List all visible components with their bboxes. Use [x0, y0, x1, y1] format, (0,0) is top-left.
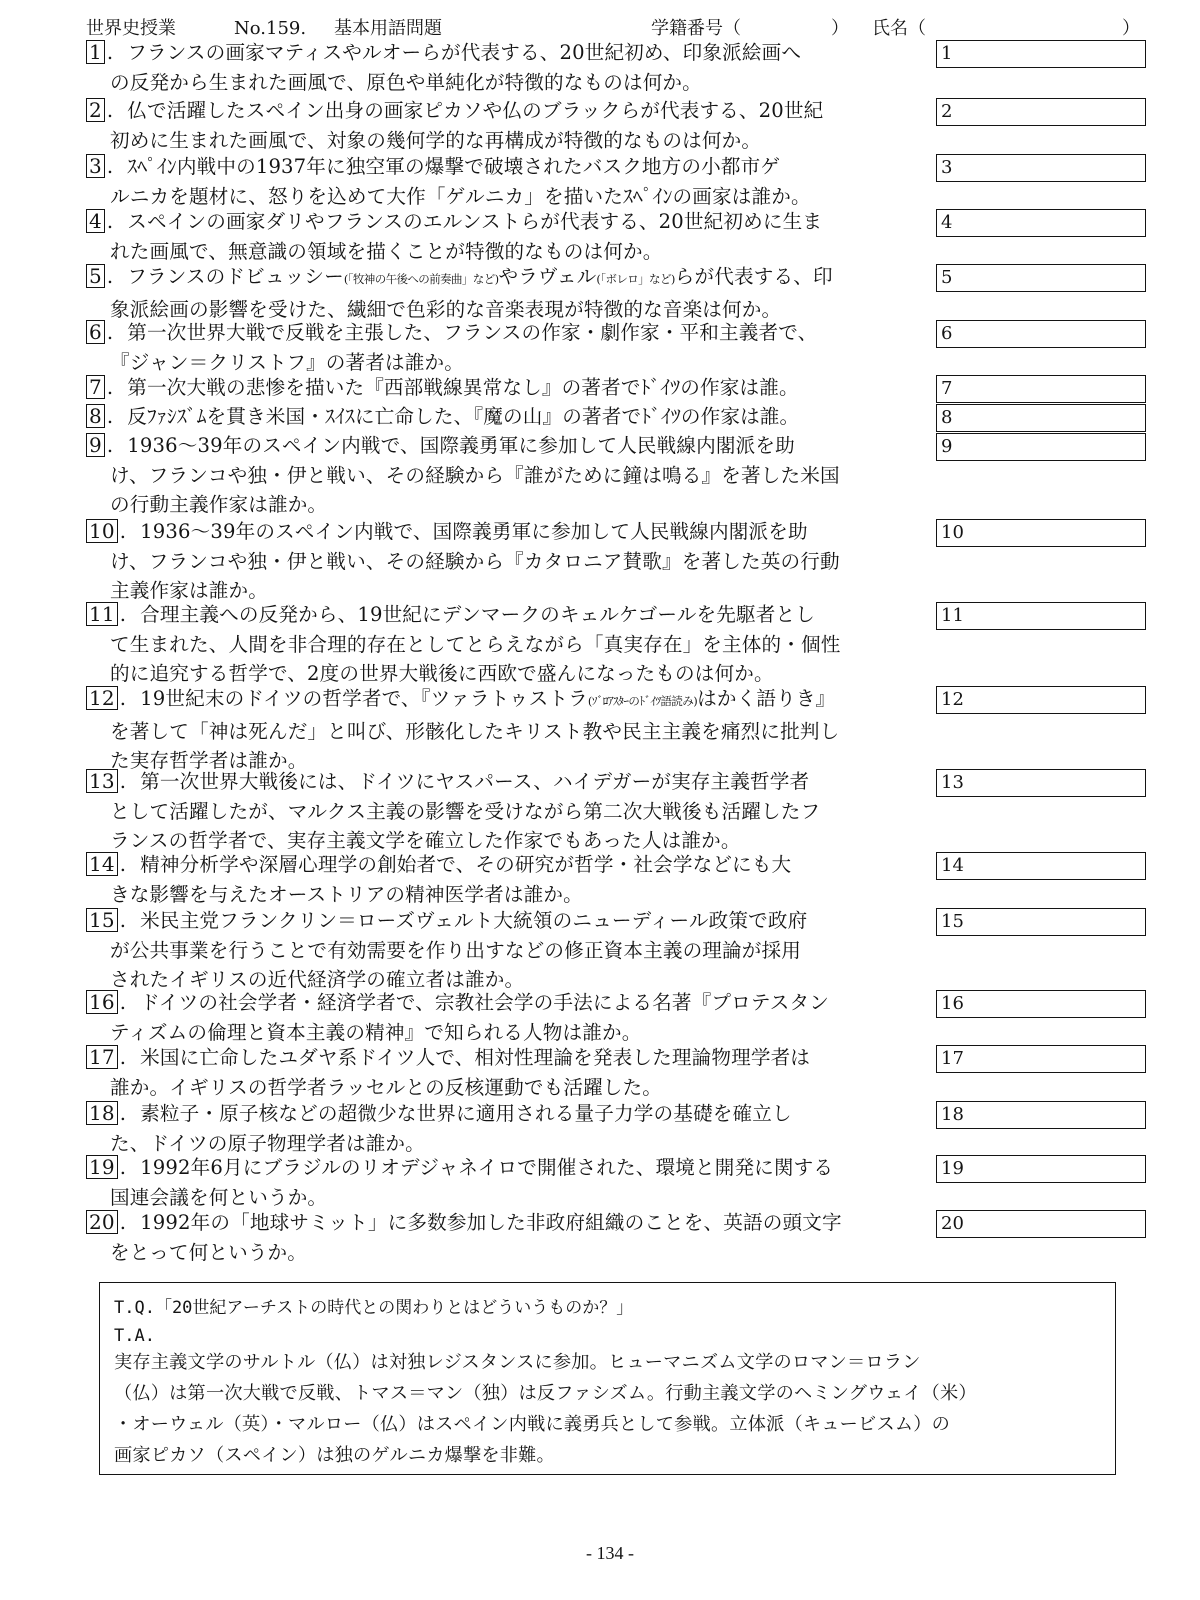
question-text-line: ｽﾍﾟｲﾝ内戦中の1937年に独空軍の爆撃で破壊されたバスク地方の小都市ゲ — [127, 155, 781, 178]
question-text-line: た、ドイツの原子物理学者は誰か。 — [110, 1131, 425, 1155]
answer-box-label: 12 — [941, 689, 964, 710]
answer-box-12[interactable] — [936, 686, 1146, 714]
question-number: 4 — [86, 209, 105, 233]
inline-note: (ｿﾞﾛｱｽﾀｰのﾄﾞｲﾂ語読み) — [587, 694, 698, 708]
question-text-line: 第一次大戦の悲惨を描いた『西部戦線異常なし』の著者でﾄﾞｲﾂの作家は誰。 — [127, 376, 799, 399]
question-number: 17 — [86, 1045, 118, 1069]
question-text-line: て生まれた、人間を非合理的存在としてとらえながら「真実存在」を主体的・個性 — [110, 632, 841, 656]
page-number: - 134 - — [586, 1543, 634, 1563]
answer-box-label: 6 — [941, 323, 953, 344]
answer-box-18[interactable] — [936, 1101, 1146, 1129]
question-number: 3 — [86, 154, 105, 178]
question-number: 14 — [86, 852, 118, 876]
question-text-line: れた画風で、無意識の領域を描くことが特徴的なものは何か。 — [110, 239, 663, 263]
student-id-field[interactable]: 学籍番号（ ） — [651, 16, 849, 42]
answer-box-label: 5 — [941, 267, 953, 288]
question-number: 2 — [86, 98, 105, 122]
answer-box-19[interactable] — [936, 1155, 1146, 1183]
answer-box-6[interactable] — [936, 320, 1146, 348]
answer-box-label: 19 — [941, 1158, 964, 1179]
question-text-line: け、フランコや独・伊と戦い、その経験から『カタロニア賛歌』を著した英の行動 — [110, 549, 840, 573]
answer-box-label: 15 — [941, 911, 964, 932]
question-text-line: をとって何というか。 — [110, 1240, 308, 1264]
thinking-answer — [114, 1347, 1104, 1471]
question-number: 20 — [86, 1210, 118, 1234]
worksheet-number: No.159. — [234, 18, 307, 39]
question-text-line: きな影響を与えたオーストリアの精神医学者は誰か。 — [110, 882, 583, 906]
answer-box-label: 7 — [941, 378, 953, 399]
question-text-line: フランスのドビュッシー — [127, 265, 344, 288]
question-text-line: た実存哲学者は誰か。 — [110, 749, 308, 772]
question-text-line: スペインの画家ダリやフランスのエルンストらが代表する、20世紀初めに生ま — [127, 210, 823, 233]
question-text-line: の反発から生まれた画風で、原色や単純化が特徴的なものは何か。 — [110, 70, 702, 94]
question-number: 7 — [86, 375, 105, 399]
answer-box-label: 14 — [941, 855, 964, 876]
question-text-line: はかく語りき』 — [697, 687, 836, 710]
question-text-line: 合理主義への反発から、19世紀にデンマークのキェルケゴールを先駆者とし — [140, 603, 815, 626]
question-text-line: として活躍したが、マルクス主義の影響を受けながら第二次大戦後も活躍したフ — [110, 799, 821, 823]
question-text-line: 素粒子・原子核などの超微少な世界に適用される量子力学の基礎を確立し — [140, 1102, 792, 1125]
course-title: 世界史授業 — [86, 18, 176, 39]
question-number: 15 — [86, 908, 118, 932]
thinking-answer-line: 画家ピカソ（スペイン）は独のゲルニカ爆撃を非難。 — [114, 1445, 555, 1466]
student-name-field[interactable]: 氏名（ ） — [872, 18, 1140, 39]
question-text-line: ルニカを題材に、怒りを込めて大作「ゲルニカ」を描いたｽﾍﾟｲﾝの画家は誰か。 — [110, 184, 811, 208]
student-id-label: 学籍番号 — [651, 18, 723, 39]
question-number: 5 — [86, 264, 105, 288]
answer-box-20[interactable] — [936, 1210, 1146, 1238]
question-text-line: やラヴェル — [498, 265, 597, 288]
question-number: 16 — [86, 990, 118, 1014]
answer-box-8[interactable] — [936, 404, 1146, 432]
answer-box-1[interactable] — [936, 40, 1146, 68]
question-number: 11 — [86, 602, 118, 626]
question-text-line: 1992年6月にブラジルのリオデジャネイロで開催された、環境と開発に関する — [140, 1156, 834, 1179]
question-number: 12 — [86, 686, 118, 710]
question-number: 6 — [86, 320, 105, 344]
student-name-label: 氏名 — [872, 18, 908, 39]
question-text-line: 1936～39年のスペイン内戦で、国際義勇軍に参加して人民戦線内閣派を助 — [140, 520, 808, 543]
question-text-line: 象派絵画の影響を受けた、繊細で色彩的な音楽表現が特徴的な音楽は何か。 — [110, 297, 782, 321]
question-text-line: 米国に亡命したユダヤ系ドイツ人で、相対性理論を発表した理論物理学者は — [140, 1046, 811, 1069]
question-text-line: 反ﾌｧｼｽﾞﾑを貫き米国・ｽｲｽに亡命した、『魔の山』の著者でﾄﾞｲﾂの作家は誰。 — [127, 405, 800, 428]
answer-box-label: 10 — [941, 522, 964, 543]
answer-box-17[interactable] — [936, 1045, 1146, 1073]
question-text-line: け、フランコや独・伊と戦い、その経験から『誰がために鐘は鳴る』を著した米国 — [110, 463, 840, 487]
question-text-line: 初めに生まれた画風で、対象の幾何学的な再構成が特徴的なものは何か。 — [110, 128, 762, 152]
answer-box-label: 18 — [941, 1104, 964, 1125]
answer-box-3[interactable] — [936, 154, 1146, 182]
question-text-line: らが代表する、印 — [674, 265, 833, 288]
question-number: 9 — [86, 433, 105, 457]
answer-box-label: 4 — [941, 212, 953, 233]
thinking-answer-line: ・オーウェル（英）・マルロー（仏）はスペイン内戦に義勇兵として参戦。立体派（キュービスム）の — [114, 1414, 950, 1435]
question-text-line: ドイツの社会学者・経済学者で、宗教社会学の手法による名著『プロテスタン — [140, 991, 830, 1014]
thinking-answer-line: （仏）は第一次大戦で反戦、トマス＝マン（独）は反ファシズム。行動主義文学のヘミングウェイ（米） — [114, 1383, 977, 1404]
question-number: 10 — [86, 519, 118, 543]
question-text-line: フランスの画家マティスやルオーらが代表する、20世紀初め、印象派絵画へ — [127, 41, 802, 64]
answer-box-9[interactable] — [936, 433, 1146, 461]
answer-box-label: 9 — [941, 436, 953, 457]
question-text-line: 1936～39年のスペイン内戦で、国際義勇軍に参加して人民戦線内閣派を助 — [127, 434, 795, 457]
question-text-line: の行動主義作家は誰か。 — [110, 493, 328, 516]
answer-box-label: 2 — [941, 101, 953, 122]
answer-box-label: 3 — [941, 157, 953, 178]
answer-box-7[interactable] — [936, 375, 1146, 403]
question-text-line: 米民主党フランクリン＝ローズヴェルト大統領のニューディール政策で政府 — [140, 909, 808, 932]
question-number: 19 — [86, 1155, 118, 1179]
answer-box-2[interactable] — [936, 98, 1146, 126]
question-text-line: 第一次世界大戦で反戦を主張した、フランスの作家・劇作家・平和主義者で、 — [127, 321, 818, 344]
question-list: 1 . フランスの画家マティスやルオーらが代表する、20世紀初め、印象派絵画へ の反発から生まれた画風で、原色や単純化が特徴的なものは何か。 1 2 . 仏で活躍したスペイン出身の画家ピカソや仏のブラックらが代表する、20世紀 初めに生まれた画風で、対象の幾何学的な再構成が特徴的なものは何か。 2 3 . ｽﾍﾟｲﾝ内戦中の1937年に独空軍の爆撃で破壊されたバスク地方の小都市ゲ ルニカを題材に、怒りを込めて大作「ゲルニカ」を描いたｽﾍﾟｲﾝの画家は誰か。 3 4 . スペインの画家ダリやフランスのエルンストらが代表する、20世紀初めに生ま れた画風で、無意識の領域を描くことが特徴的なものは何か。 4 5 . フランスのドビュッシー(「牧神の午後への前奏曲」など)やラヴェル(「ボレロ」など)らが代表する、印 象派絵画の影響を受けた、繊細で色彩的な音楽表現が特徴的な音楽は何か。 5 6 . 第一次世界大戦で反戦を主張した、フランスの作家・劇作家・平和主義者で、 『ジャン＝クリストフ』の著者は誰か。 6 7 . 第一次大戦の悲惨を描いた『西部戦線異常なし』の著者でﾄﾞｲﾂの作家は誰。 7 8 . 反ﾌｧｼｽﾞﾑを貫き米国・ｽｲｽに亡命した、『魔の山』の著者でﾄﾞｲﾂの作家は誰。 8 9 . 1936～39年のスペイン内戦で、国際義勇軍に参加して人民戦線内閣派を助 け、フランコや独・伊と戦い、その経験から『誰がために鐘は鳴る』を著した米国 の行動主義作家は誰か。 9 10 . 1936～39年のスペイン内戦で、国際義勇軍に参加して人民戦線内閣派を助 け、フランコや独・伊と戦い、その経験から『カタロニア賛歌』を著した英の行動 主義作家は誰か。 10 11 . 合理主義への反発から、19世紀にデンマークのキェルケゴールを先駆者とし て生まれた、人間を非合理的存在としてとらえながら「真実存在」を主体的・個性 的に追究する哲学で、2度の世界大戦後に西欧で盛んになったものは何か。 11 12 . 19世紀末のドイツの哲学者で、『ツァラトゥストラ(ｿﾞﾛｱｽﾀｰのﾄﾞｲﾂ語読み)はかく語りき』 を著して「神は死んだ」と叫び、形骸化したキリスト教や民主主義を痛烈に批判し た実存哲学者は誰か。 12 13 . 第一次世界大戦後には、ドイツにヤスパース、ハイデガーが実存主義哲学者 として活躍したが、マルクス主義の影響を受けながら第二次大戦後も活躍したフ ランスの哲学者で、実存主義文学を確立した作家でもあった人は誰か。 13 14 . 精神分析学や深層心理学の創始者で、その研究が哲学・社会学などにも大 きな影響を与えたオーストリアの精神医学者は誰か。 14 15 . 米民主党フランクリン＝ローズヴェルト大統領のニューディール政策で政府 が公共事業を行うことで有効需要を作り出すなどの修正資本主義の理論が採用 されたイギリスの近代経済学の確立者は誰か。 15 16 . ドイツの社会学者・経済学者で、宗教社会学の手法による名著『プロテスタン ティズムの倫理と資本主義の精神』で知られる人物は誰か。 16 17 . 米国に亡命したユダヤ系ドイツ人で、相対性理論を発表した理論物理学者は 誰か。イギリスの哲学者ラッセルとの反核運動でも活躍した。 17 18 . 素粒子・原子核などの超微少な世界に適用される量子力学の基礎を確立し た、ドイツの原子物理学者は誰か。 18 19 . 1992年6月にブラジルのリオデジャネイロで開催された、環境と開発に関する 国連会議を何というか。 19 20 . 1992年の「地球サミット」に多数参加した非政府組織のことを、英語の頭文字 をとって何というか。 20 — [0, 0, 1200, 1300]
answer-box-label: 11 — [941, 605, 964, 626]
question-text-line: ティズムの倫理と資本主義の精神』で知られる人物は誰か。 — [110, 1020, 642, 1044]
question-text-line: 『ジャン＝クリストフ』の著者は誰か。 — [110, 350, 465, 374]
question-text-line: されたイギリスの近代経済学の確立者は誰か。 — [110, 968, 525, 991]
thinking-question: T.Q.「20世紀アーチストの時代との関わりとはどういうものか？」 — [114, 1298, 634, 1318]
question-text-line: 仏で活躍したスペイン出身の画家ピカソや仏のブラックらが代表する、20世紀 — [127, 99, 824, 122]
question-text-line: ランスの哲学者で、実存主義文学を確立した作家でもあった人は誰か。 — [110, 829, 741, 852]
answer-box-13[interactable] — [936, 769, 1146, 797]
answer-box-5[interactable] — [936, 264, 1146, 292]
question-number: 8 — [86, 404, 105, 428]
answer-box-label: 20 — [941, 1213, 964, 1234]
answer-box-label: 8 — [941, 407, 953, 428]
thinking-question-box — [99, 1282, 1116, 1475]
answer-box-16[interactable] — [936, 990, 1146, 1018]
question-number: 1 — [86, 40, 105, 64]
question-text-line: 誰か。イギリスの哲学者ラッセルとの反核運動でも活躍した。 — [110, 1075, 663, 1099]
answer-box-11[interactable] — [936, 602, 1146, 630]
thinking-answer-label: T.A. — [114, 1326, 155, 1346]
question-text-line: 国連会議を何というか。 — [110, 1185, 328, 1209]
question-text-line: 精神分析学や深層心理学の創始者で、その研究が哲学・社会学などにも大 — [140, 853, 792, 876]
question-text-line: 第一次世界大戦後には、ドイツにヤスパース、ハイデガーが実存主義哲学者 — [140, 770, 810, 793]
inline-note: (「牧神の午後への前奏曲」など) — [343, 272, 499, 286]
answer-box-4[interactable] — [936, 209, 1146, 237]
question-number: 13 — [86, 769, 118, 793]
question-text-line: 的に追究する哲学で、2度の世界大戦後に西欧で盛んになったものは何か。 — [110, 662, 774, 685]
answer-box-label: 1 — [941, 43, 953, 64]
question-text-line: 主義作家は誰か。 — [110, 579, 268, 602]
answer-box-label: 17 — [941, 1048, 964, 1069]
question-text-line: が公共事業を行うことで有効需要を作り出すなどの修正資本主義の理論が採用 — [110, 938, 802, 962]
question-number: 18 — [86, 1101, 118, 1125]
answer-box-14[interactable] — [936, 852, 1146, 880]
inline-note: (「ボレロ」など) — [596, 272, 675, 286]
question-text-line: を著して「神は死んだ」と叫び、形骸化したキリスト教や民主主義を痛烈に批判し — [110, 719, 840, 743]
question-text-line: 19世紀末のドイツの哲学者で、『ツァラトゥストラ — [140, 687, 588, 710]
question-text-line: 1992年の「地球サミット」に多数参加した非政府組織のことを、英語の頭文字 — [140, 1211, 842, 1234]
worksheet-topic: 基本用語問題 — [334, 18, 442, 39]
answer-box-label: 16 — [941, 993, 964, 1014]
answer-box-15[interactable] — [936, 908, 1146, 936]
answer-box-10[interactable] — [936, 519, 1146, 547]
thinking-answer-line: 実存主義文学のサルトル（仏）は対独レジスタンスに参加。ヒューマニズム文学のロマン＝ロラン — [114, 1352, 921, 1373]
answer-box-label: 13 — [941, 772, 964, 793]
